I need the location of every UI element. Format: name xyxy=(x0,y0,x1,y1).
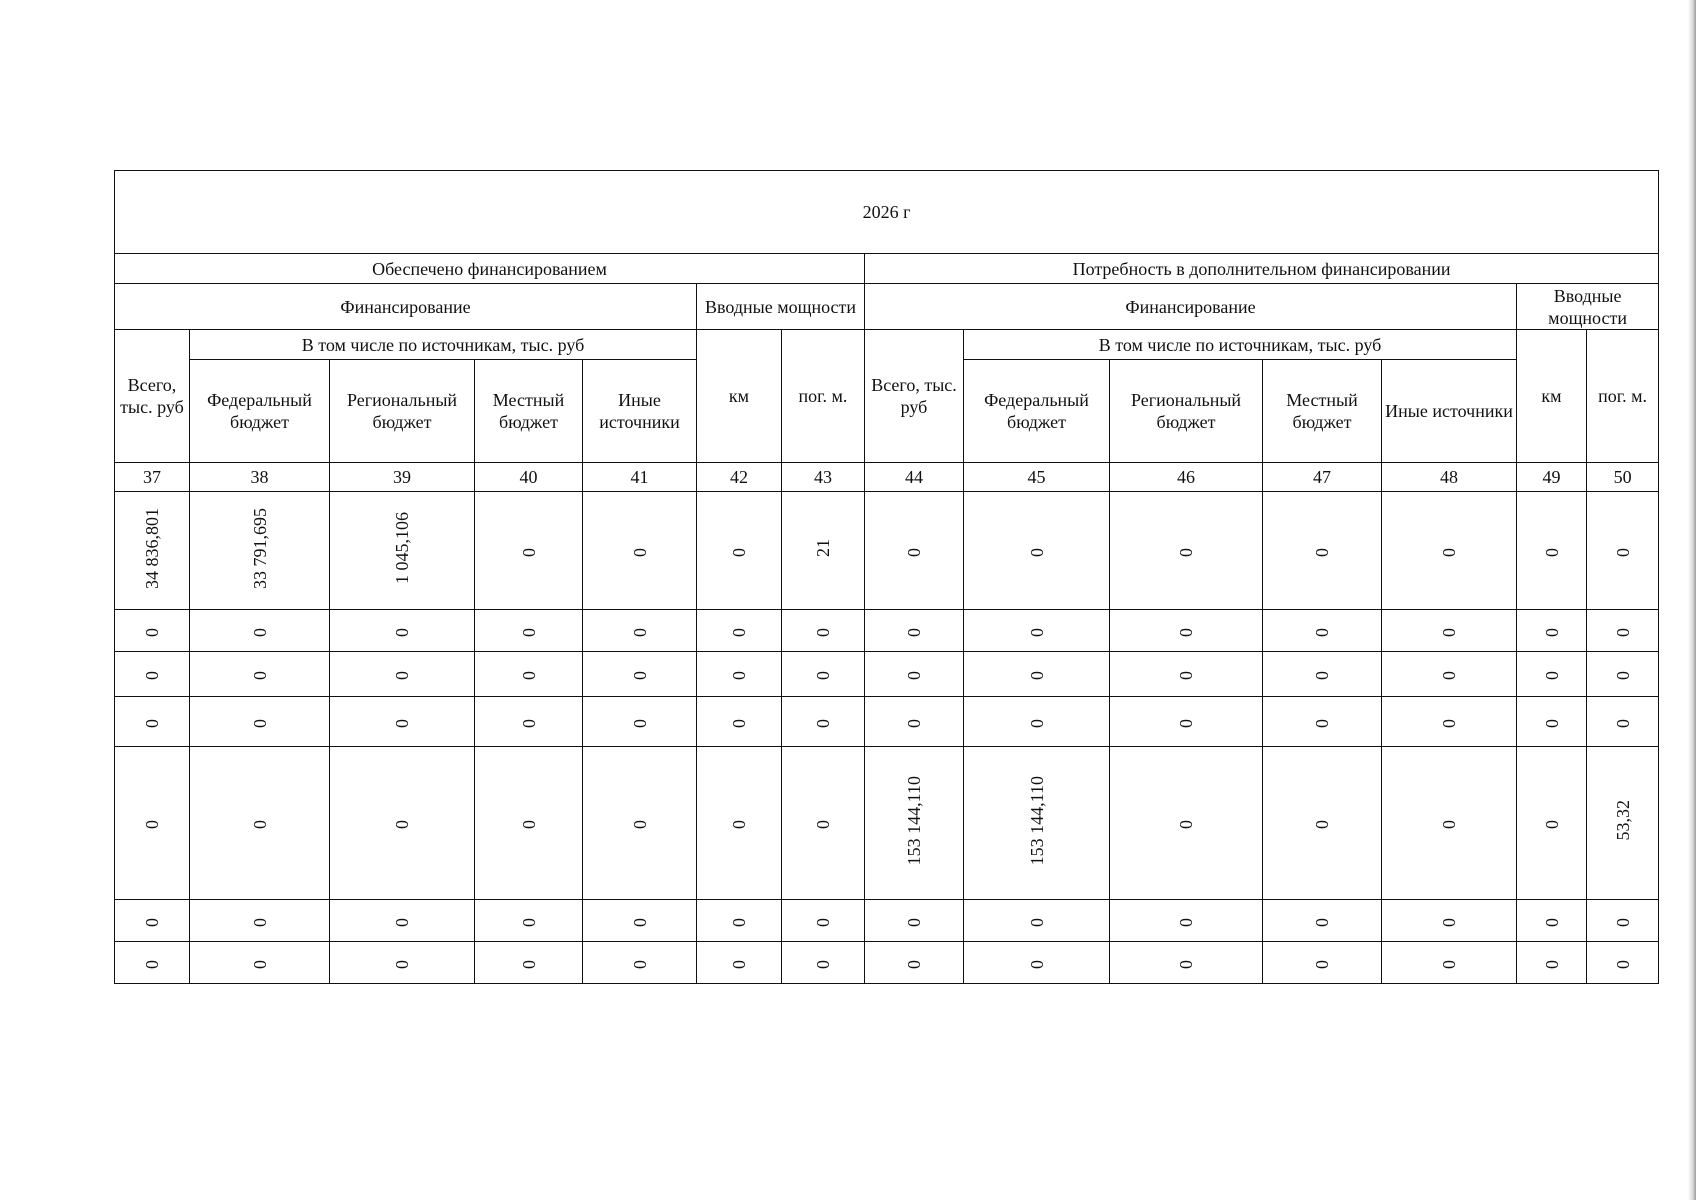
table-cell xyxy=(1517,610,1587,652)
cell-value: 21 xyxy=(813,539,833,557)
column-numbers-row xyxy=(115,463,1659,492)
additional-other-header: Иные источники xyxy=(1382,360,1517,463)
cell-value: 0 xyxy=(518,917,539,927)
table-cell xyxy=(475,697,583,747)
table-row xyxy=(115,492,1659,610)
year-header: 2026 г xyxy=(115,171,1659,254)
table-cell xyxy=(1263,697,1382,747)
table-cell xyxy=(115,652,190,697)
cell-value: 0 xyxy=(1439,917,1459,927)
table-cell xyxy=(782,942,865,984)
table-cell xyxy=(1382,652,1517,697)
column-number: 48 xyxy=(1382,463,1517,492)
cell-value: 0 xyxy=(249,820,270,829)
table-cell xyxy=(964,747,1110,900)
table-cell xyxy=(1110,492,1263,610)
cell-value: 0 xyxy=(518,547,539,557)
additional-local-header: Местный бюджет xyxy=(1263,360,1382,463)
cell-value: 0 xyxy=(392,917,412,927)
table-cell xyxy=(697,942,782,984)
table-cell xyxy=(1517,492,1587,610)
cell-value: 0 xyxy=(1312,959,1332,969)
table-cell xyxy=(115,610,190,652)
table-cell xyxy=(583,900,697,942)
table-cell xyxy=(964,900,1110,942)
cell-value: 0 xyxy=(1176,547,1196,557)
cell-value: 0 xyxy=(629,671,650,680)
table-cell xyxy=(865,610,964,652)
table-cell xyxy=(115,697,190,747)
cell-value: 0 xyxy=(629,718,650,728)
table-cell xyxy=(865,652,964,697)
cell-value: 0 xyxy=(1439,547,1459,557)
table-cell xyxy=(1382,610,1517,652)
column-number: 39 xyxy=(330,463,475,492)
cell-value: 0 xyxy=(813,627,833,637)
table-cell xyxy=(1517,747,1587,900)
column-number: 46 xyxy=(1110,463,1263,492)
table-row xyxy=(115,697,1659,747)
cell-value: 0 xyxy=(1026,959,1047,969)
cell-value: 0 xyxy=(1312,820,1332,829)
column-number: 44 xyxy=(865,463,964,492)
cell-value: 0 xyxy=(729,820,749,829)
cell-value: 0 xyxy=(729,627,749,637)
cell-value: 0 xyxy=(904,718,924,728)
cell-value: 0 xyxy=(1612,547,1633,557)
table-cell xyxy=(1382,697,1517,747)
cell-value: 0 xyxy=(1176,917,1196,927)
secured-financing-header: Обеспечено финансированием xyxy=(115,254,865,284)
table-cell xyxy=(583,747,697,900)
cell-value: 0 xyxy=(392,627,412,637)
table-row xyxy=(115,747,1659,900)
table-cell xyxy=(583,652,697,697)
cell-value: 0 xyxy=(813,718,833,728)
table-cell xyxy=(115,492,190,610)
cell-value: 0 xyxy=(518,959,539,969)
cell-value: 0 xyxy=(1176,718,1196,728)
table-cell xyxy=(190,900,330,942)
table-cell xyxy=(1587,610,1659,652)
table-cell xyxy=(1587,697,1659,747)
table-row xyxy=(115,610,1659,652)
cell-value: 0 xyxy=(1612,959,1633,969)
table-cell xyxy=(190,610,330,652)
table-cell xyxy=(330,610,475,652)
additional-total-header: Всего, тыс. руб xyxy=(865,330,964,463)
table-cell xyxy=(330,652,475,697)
column-number: 49 xyxy=(1517,463,1587,492)
table-cell xyxy=(1263,610,1382,652)
cell-value: 0 xyxy=(142,820,162,829)
table-cell xyxy=(1110,747,1263,900)
column-number: 40 xyxy=(475,463,583,492)
additional-capacity-header: Вводные мощности xyxy=(1517,284,1659,330)
additional-federal-header: Федеральный бюджет xyxy=(964,360,1110,463)
cell-value: 0 xyxy=(1312,718,1332,728)
table-cell xyxy=(583,697,697,747)
cell-value: 34 836,801 xyxy=(142,507,162,589)
column-number: 43 xyxy=(782,463,865,492)
cell-value: 0 xyxy=(1541,917,1562,927)
table-cell xyxy=(475,610,583,652)
cell-value: 0 xyxy=(392,718,412,728)
cell-value: 0 xyxy=(904,959,924,969)
table-cell xyxy=(115,900,190,942)
cell-value: 0 xyxy=(1541,959,1562,969)
table-cell xyxy=(190,942,330,984)
cell-value: 0 xyxy=(813,671,833,680)
cell-value: 1 045,106 xyxy=(392,512,412,584)
table-cell xyxy=(475,900,583,942)
table-cell xyxy=(697,697,782,747)
cell-value: 0 xyxy=(1541,718,1562,728)
cell-value: 53,32 xyxy=(1612,800,1633,841)
table-cell xyxy=(1382,492,1517,610)
table-cell xyxy=(190,492,330,610)
cell-value: 0 xyxy=(729,671,749,680)
table-cell xyxy=(190,652,330,697)
cell-value: 0 xyxy=(249,959,270,969)
cell-value: 0 xyxy=(142,627,162,637)
cell-value: 0 xyxy=(1176,959,1196,969)
cell-value: 0 xyxy=(1612,627,1633,637)
table-cell xyxy=(475,652,583,697)
cell-value: 0 xyxy=(1026,718,1047,728)
table-cell xyxy=(1263,652,1382,697)
table-cell xyxy=(964,610,1110,652)
cell-value: 0 xyxy=(904,917,924,927)
cell-value: 0 xyxy=(249,627,270,637)
table-cell xyxy=(583,610,697,652)
cell-value: 0 xyxy=(904,627,924,637)
cell-value: 0 xyxy=(1541,547,1562,557)
cell-value: 0 xyxy=(904,547,924,557)
cell-value: 0 xyxy=(1612,671,1633,680)
table-row xyxy=(115,900,1659,942)
table-cell xyxy=(115,747,190,900)
secured-financing-subheader: Финансирование xyxy=(115,284,697,330)
table-cell xyxy=(475,942,583,984)
table-row xyxy=(115,652,1659,697)
secured-lin-m-header: пог. м. xyxy=(782,330,865,463)
column-number: 45 xyxy=(964,463,1110,492)
cell-value: 0 xyxy=(1541,627,1562,637)
cell-value: 0 xyxy=(142,671,162,680)
page-edge-shadow xyxy=(1688,0,1696,1200)
cell-value: 0 xyxy=(1312,671,1332,680)
cell-value: 0 xyxy=(518,671,539,680)
table-cell xyxy=(865,900,964,942)
table-cell xyxy=(865,747,964,900)
cell-value: 0 xyxy=(1439,959,1459,969)
table-cell xyxy=(964,652,1110,697)
table-cell xyxy=(865,697,964,747)
table-cell xyxy=(1517,900,1587,942)
additional-financing-subheader: Финансирование xyxy=(865,284,1517,330)
cell-value: 0 xyxy=(629,547,650,557)
cell-value: 0 xyxy=(249,917,270,927)
cell-value: 0 xyxy=(1026,671,1047,680)
table-cell xyxy=(1587,652,1659,697)
cell-value: 0 xyxy=(1439,820,1459,829)
cell-value: 0 xyxy=(813,917,833,927)
cell-value: 0 xyxy=(518,718,539,728)
cell-value: 0 xyxy=(729,959,749,969)
additional-financing-header: Потребность в дополнительном финансировании xyxy=(865,254,1659,284)
table-cell xyxy=(1587,747,1659,900)
secured-total-header: Всего, тыс. руб xyxy=(115,330,190,463)
cell-value: 153 144,110 xyxy=(1026,775,1047,866)
table-cell xyxy=(1517,942,1587,984)
table-cell xyxy=(697,492,782,610)
table-cell xyxy=(782,492,865,610)
financing-table xyxy=(114,170,1659,984)
table-cell xyxy=(330,942,475,984)
cell-value: 0 xyxy=(1312,547,1332,557)
column-number: 37 xyxy=(115,463,190,492)
cell-value: 0 xyxy=(1612,718,1633,728)
table-cell xyxy=(1517,652,1587,697)
cell-value: 0 xyxy=(1439,718,1459,728)
table-cell xyxy=(475,492,583,610)
table-cell xyxy=(475,747,583,900)
table-cell xyxy=(115,942,190,984)
cell-value: 0 xyxy=(629,627,650,637)
table-cell xyxy=(1110,900,1263,942)
cell-value: 0 xyxy=(249,671,270,680)
table-cell xyxy=(782,747,865,900)
table-cell xyxy=(1382,747,1517,900)
cell-value: 0 xyxy=(729,917,749,927)
cell-value: 0 xyxy=(1026,917,1047,927)
cell-value: 0 xyxy=(1541,671,1562,680)
cell-value: 0 xyxy=(729,547,749,557)
cell-value: 0 xyxy=(1439,627,1459,637)
secured-sources-header: В том числе по источникам, тыс. руб xyxy=(190,330,697,360)
additional-lin-m-header: пог. м. xyxy=(1587,330,1659,463)
table-cell xyxy=(782,697,865,747)
table-cell xyxy=(697,610,782,652)
cell-value: 0 xyxy=(813,959,833,969)
cell-value: 0 xyxy=(142,718,162,728)
cell-value: 0 xyxy=(392,959,412,969)
table-cell xyxy=(1587,900,1659,942)
cell-value: 0 xyxy=(392,820,412,829)
cell-value: 0 xyxy=(1312,627,1332,637)
secured-local-header: Местный бюджет xyxy=(475,360,583,463)
table-cell xyxy=(583,492,697,610)
column-number: 47 xyxy=(1263,463,1382,492)
table-cell xyxy=(190,697,330,747)
cell-value: 0 xyxy=(1176,627,1196,637)
cell-value: 0 xyxy=(904,671,924,680)
cell-value: 0 xyxy=(249,718,270,728)
table-cell xyxy=(1110,697,1263,747)
cell-value: 0 xyxy=(1026,547,1047,557)
table-cell xyxy=(697,652,782,697)
table-cell xyxy=(1587,492,1659,610)
cell-value: 0 xyxy=(813,820,833,829)
cell-value: 0 xyxy=(142,959,162,969)
secured-other-header: Иные источники xyxy=(583,360,697,463)
table-cell xyxy=(964,942,1110,984)
table-cell xyxy=(1263,900,1382,942)
data-rows xyxy=(115,492,1659,984)
table-cell xyxy=(865,492,964,610)
column-number: 42 xyxy=(697,463,782,492)
secured-capacity-header: Вводные мощности xyxy=(697,284,865,330)
cell-value: 0 xyxy=(629,959,650,969)
table-cell xyxy=(697,900,782,942)
table-cell xyxy=(865,942,964,984)
additional-sources-header: В том числе по источникам, тыс. руб xyxy=(964,330,1517,360)
table-cell xyxy=(1382,900,1517,942)
secured-regional-header: Региональный бюджет xyxy=(330,360,475,463)
table-cell xyxy=(1110,652,1263,697)
table-cell xyxy=(1587,942,1659,984)
table-row xyxy=(115,942,1659,984)
cell-value: 0 xyxy=(1176,671,1196,680)
cell-value: 0 xyxy=(1176,820,1196,829)
table-cell xyxy=(782,610,865,652)
table-cell xyxy=(1263,942,1382,984)
cell-value: 153 144,110 xyxy=(904,775,924,866)
table-cell xyxy=(964,492,1110,610)
cell-value: 0 xyxy=(1541,820,1562,829)
cell-value: 0 xyxy=(1439,671,1459,680)
table-cell xyxy=(1110,942,1263,984)
secured-federal-header: Федеральный бюджет xyxy=(190,360,330,463)
table-cell xyxy=(782,900,865,942)
table-cell xyxy=(697,747,782,900)
table-cell xyxy=(1263,747,1382,900)
table-cell xyxy=(964,697,1110,747)
cell-value: 0 xyxy=(392,671,412,680)
additional-km-header: км xyxy=(1517,330,1587,463)
table-cell xyxy=(330,492,475,610)
column-number: 38 xyxy=(190,463,330,492)
cell-value: 0 xyxy=(518,820,539,829)
cell-value: 33 791,695 xyxy=(249,507,270,589)
secured-km-header: км xyxy=(697,330,782,463)
table-cell xyxy=(782,652,865,697)
table-cell xyxy=(1382,942,1517,984)
table-cell xyxy=(1263,492,1382,610)
column-number: 50 xyxy=(1587,463,1659,492)
table-cell xyxy=(330,900,475,942)
table-cell xyxy=(583,942,697,984)
cell-value: 0 xyxy=(1026,627,1047,637)
table-cell xyxy=(330,747,475,900)
table-cell xyxy=(1517,697,1587,747)
cell-value: 0 xyxy=(142,917,162,927)
cell-value: 0 xyxy=(1612,917,1633,927)
column-number: 41 xyxy=(583,463,697,492)
cell-value: 0 xyxy=(518,627,539,637)
cell-value: 0 xyxy=(1312,917,1332,927)
cell-value: 0 xyxy=(729,718,749,728)
cell-value: 0 xyxy=(629,917,650,927)
table-cell xyxy=(1110,610,1263,652)
additional-regional-header: Региональный бюджет xyxy=(1110,360,1263,463)
cell-value: 0 xyxy=(629,820,650,829)
table-cell xyxy=(330,697,475,747)
table-cell xyxy=(190,747,330,900)
